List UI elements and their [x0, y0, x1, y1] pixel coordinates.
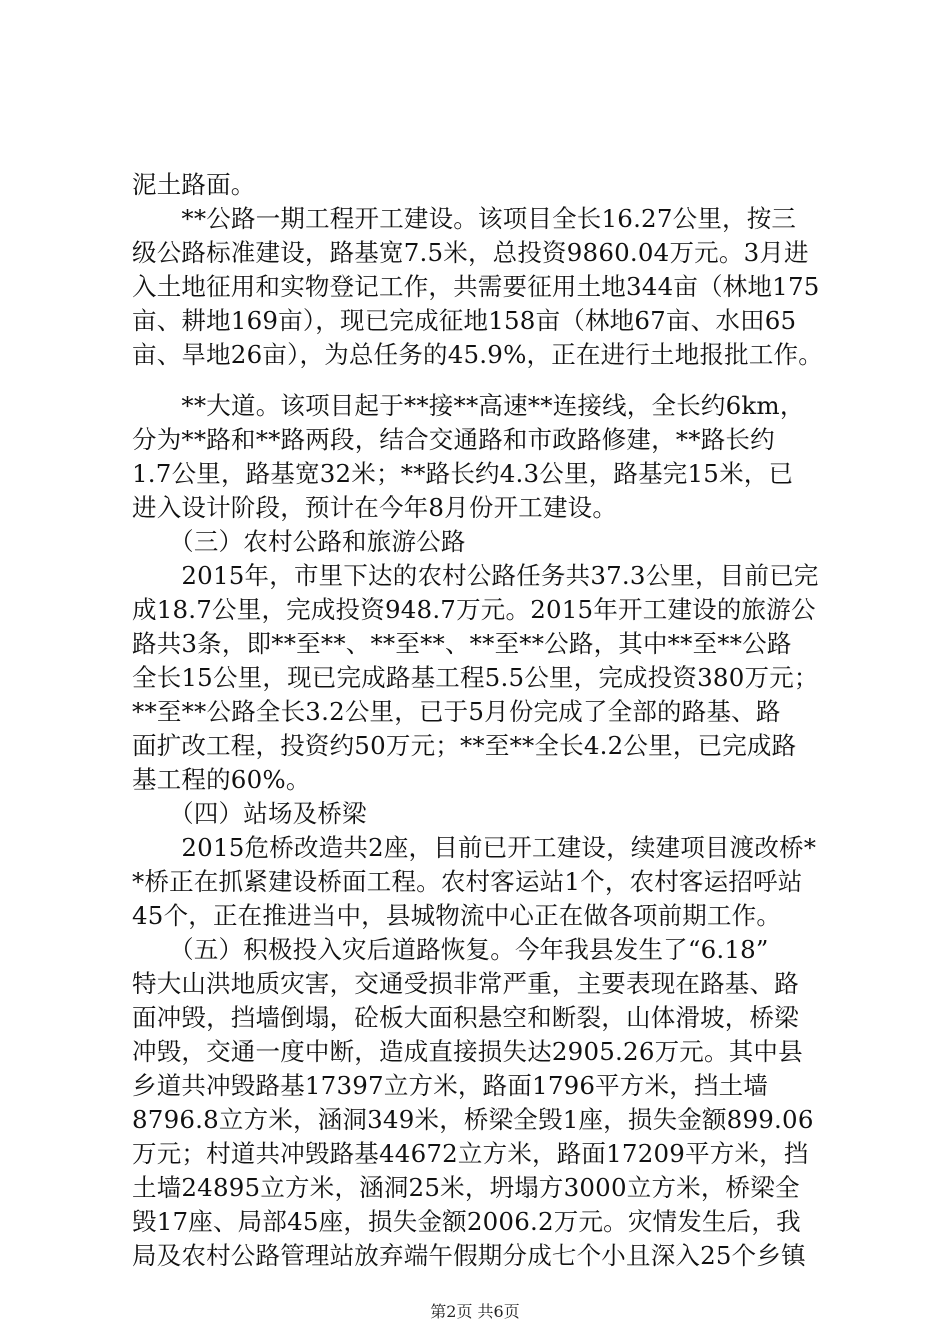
- text-line: 2015危桥改造共2座，目前已开工建设，续建项目渡改桥*: [132, 833, 817, 862]
- text-line: 毁17座、局部45座，损失金额2006.2万元。灾情发生后，我: [132, 1207, 801, 1236]
- text-line: 局及农村公路管理站放弃端午假期分成七个小且深入25个乡镇: [132, 1241, 806, 1270]
- text-line: 45个，正在推进当中，县城物流中心正在做各项前期工作。: [132, 901, 782, 930]
- text-line: （五）积极投入灾后道路恢复。今年我县发生了“6.18”: [132, 935, 769, 964]
- text-line: 冲毁，交通一度中断，造成直接损失达2905.26万元。其中县: [132, 1037, 803, 1066]
- text-line: 入土地征用和实物登记工作，共需要征用土地344亩（林地175: [132, 272, 820, 301]
- text-line: 土墙24895立方米，涵洞25米，坍塌方3000立方米，桥梁全: [132, 1173, 800, 1202]
- text-line: **大道。该项目起于**接**高速**连接线，全长约6km，: [132, 391, 805, 420]
- text-line: 万元；村道共冲毁路基44672立方米，路面17209平方米，挡: [132, 1139, 809, 1168]
- text-line: 基工程的60%。: [132, 765, 311, 794]
- text-line: 2015年，市里下达的农村公路任务共37.3公里，目前已完: [132, 561, 819, 590]
- text-line: 成18.7公里，完成投资948.7万元。2015年开工建设的旅游公: [132, 595, 816, 624]
- text-line: 分为**路和**路两段，结合交通路和市政路修建，**路长约: [132, 425, 775, 454]
- text-line: **至**公路全长3.2公里，已于5月份完成了全部的路基、路: [132, 697, 781, 726]
- text-line: 路共3条，即**至**、**至**、**至**公路，其中**至**公路: [132, 629, 792, 658]
- text-line: 特大山洪地质灾害，交通受损非常严重，主要表现在路基、路: [132, 969, 799, 998]
- text-line: 1.7公里，路基宽32米；**路长约4.3公里，路基完15米，已: [132, 459, 794, 488]
- text-line: *桥正在抓紧建设桥面工程。农村客运站1个，农村客运招呼站: [132, 867, 803, 896]
- text-line: 全长15公里，现已完成路基工程5.5公里，完成投资380万元；: [132, 663, 819, 692]
- section-heading: （三）农村公路和旅游公路: [132, 527, 466, 556]
- text-line: 面扩改工程，投资约50万元；**至**全长4.2公里，已完成路: [132, 731, 797, 760]
- text-line: **公路一期工程开工建设。该项目全长16.27公里，按三: [132, 204, 797, 233]
- page-footer: 第2页 共6页: [430, 1302, 520, 1321]
- text-line: 亩、旱地26亩），为总任务的45.9%，正在进行土地报批工作。: [132, 340, 823, 369]
- text-line: 亩、耕地169亩），现已完成征地158亩（林地67亩、水田65: [132, 306, 797, 335]
- text-line: 进入设计阶段，预计在今年8月份开工建设。: [132, 493, 618, 522]
- text-line: 8796.8立方米，涵洞349米，桥梁全毁1座，损失金额899.06: [132, 1105, 814, 1134]
- text-line: 泥土路面。: [132, 170, 256, 199]
- text-line: 面冲毁，挡墙倒塌，砼板大面积悬空和断裂，山体滑坡，桥梁: [132, 1003, 799, 1032]
- text-line: 乡道共冲毁路基17397立方米，路面1796平方米，挡土墙: [132, 1071, 769, 1100]
- text-line: 级公路标准建设，路基宽7.5米，总投资9860.04万元。3月进: [132, 238, 809, 267]
- section-heading: （四）站场及桥梁: [132, 799, 367, 828]
